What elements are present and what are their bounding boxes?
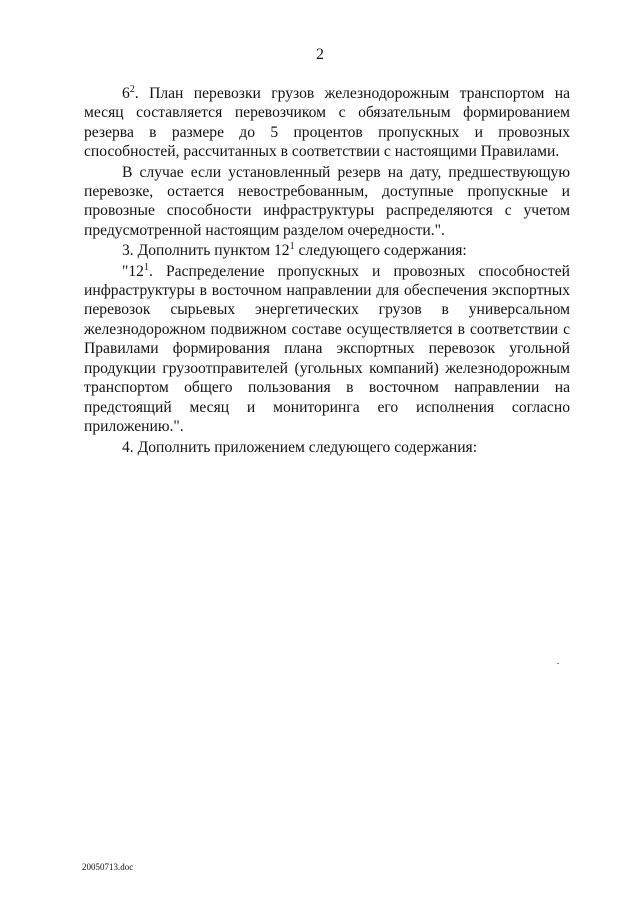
paragraph-12-1 — [84, 262, 570, 437]
paragraph-text: . План перевозки грузов железнодорожным транспортом на месяц составляется перевозчиком с обязательным формированием резерва в размере до 5 процентов пропускных и провозных способностей, рассчитанных в соответствии с настоящими Правилами. — [84, 85, 570, 161]
paragraph-text: 4. Дополнить приложением следующего содержания: — [122, 439, 478, 457]
paragraph-text: следующего содержания: — [294, 242, 467, 260]
superscript: 1 — [143, 261, 149, 273]
paragraph-prefix: 3. Дополнить пунктом 12 — [122, 242, 290, 260]
paragraph-text: В случае если установленный резерв на дату, предшествующую перевозке, остается невостребованным, доступные пропускные и провозные способности инфраструктуры распределяются с учетом предусмотренной настоящим разделом очередности.". — [84, 163, 570, 239]
paragraph-item-3 — [84, 241, 570, 260]
paragraph-text: . Распределение пропускных и провозных способностей инфраструктуры в восточном направлении для обеспечения экспортных перевозок сырьевых энергетических грузов в универсальном железнодорожном подвижном составе осуществляется в соответствии с Правилами формирования плана экспортных перевозок угольной продукции грузоотправителей (угольных компаний) железнодорожным транспортом общего пользования в восточном направлении на предстоящий месяц и мониторинга его исполнения согласно приложению.". — [84, 262, 570, 435]
superscript: 1 — [289, 241, 295, 253]
paragraph-reserve — [84, 163, 570, 241]
paragraph-prefix: 6 — [122, 85, 130, 102]
paragraph-item-4 — [84, 438, 570, 457]
superscript: 2 — [129, 84, 135, 95]
footer-file-code: 20050713.doc — [82, 862, 134, 872]
scan-speck — [557, 663, 559, 664]
page-number: 2 — [316, 46, 324, 63]
paragraph-prefix: "12 — [122, 262, 144, 280]
document-body — [84, 84, 570, 458]
paragraph-6-2 — [84, 84, 570, 162]
